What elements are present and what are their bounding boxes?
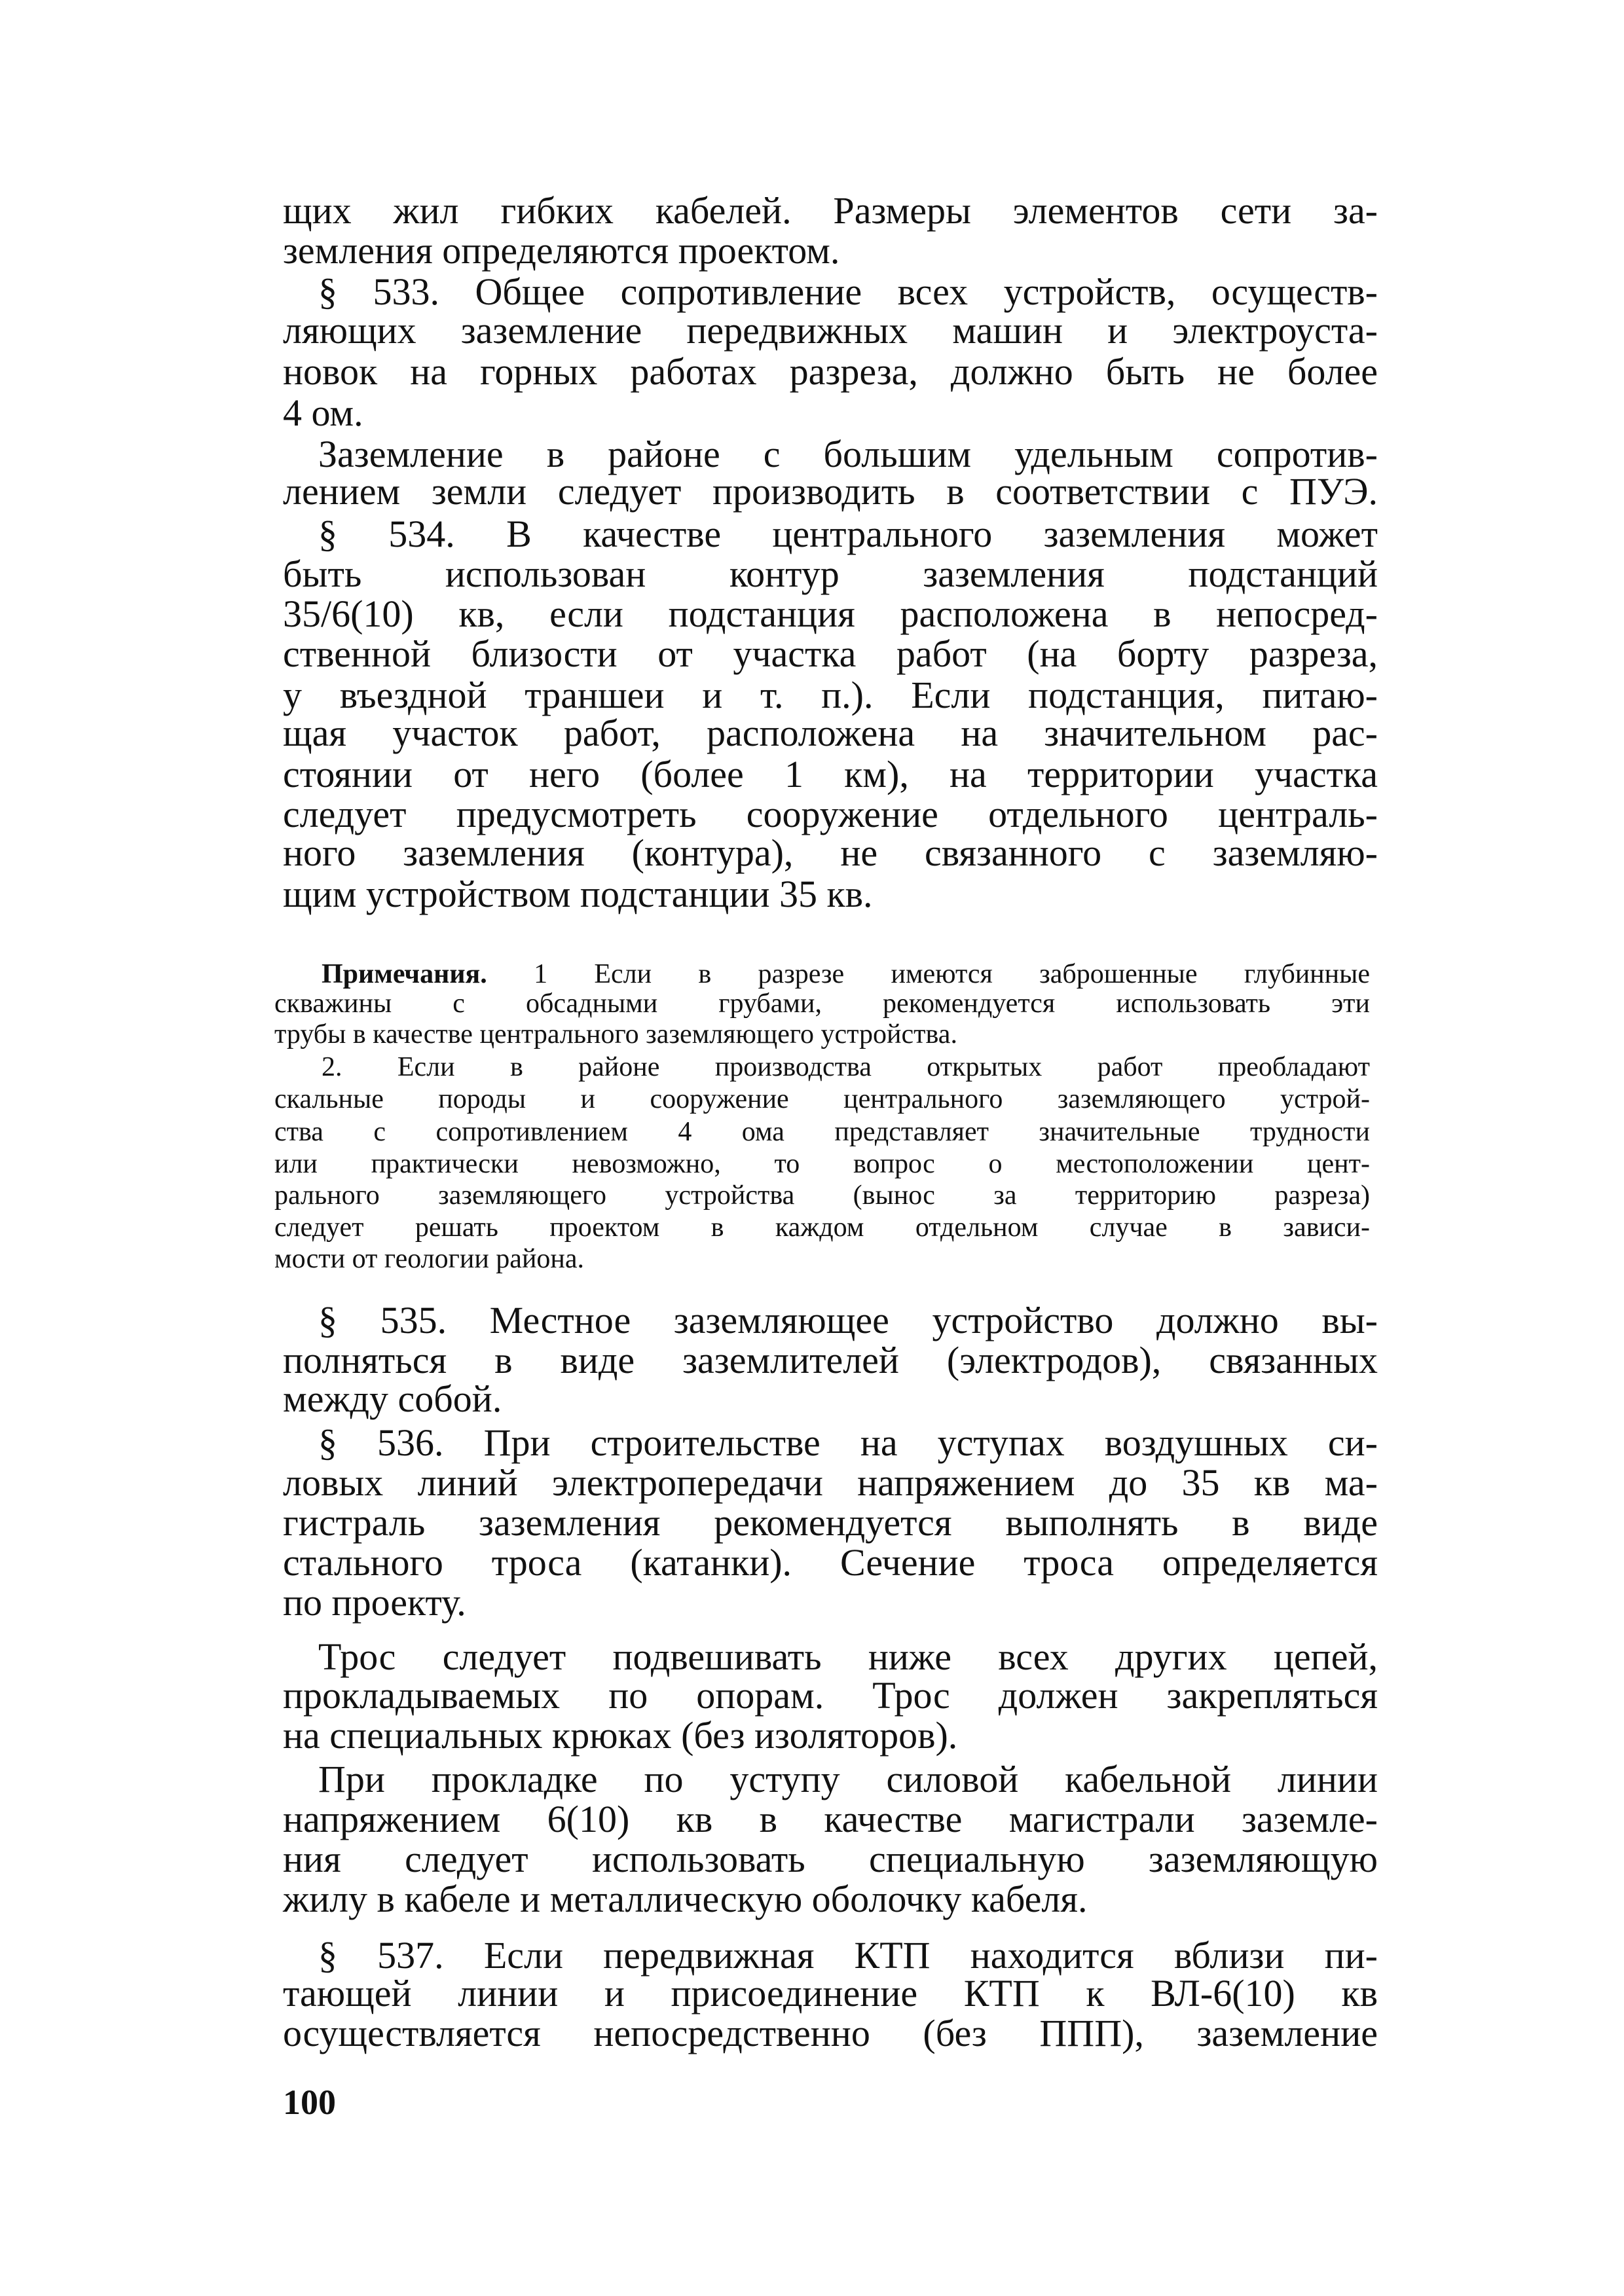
text-line: новок на горных работах разреза, должно быть не более <box>283 350 1378 393</box>
note-line: скальные породы и сооружение центрального заземляющего устрой- <box>274 1084 1370 1114</box>
text-line: ного заземления (контура), не связанного с заземляю- <box>283 831 1378 874</box>
note-line: ства с сопротивлением 4 ома представляет значительные трудности <box>274 1117 1370 1147</box>
notes-label: Примечания. <box>322 959 487 989</box>
text-line: по проекту. <box>283 1581 466 1624</box>
note-line: рального заземляющего устройства (вынос за территорию разреза) <box>274 1180 1370 1211</box>
text-line: При прокладке по уступу силовой кабельной линии <box>318 1758 1378 1800</box>
page-number: 100 <box>283 2083 336 2122</box>
section-536-heading: § 536. При строительстве на уступах воздушных си- <box>318 1421 1378 1464</box>
text-line: на специальных крюках (без изоляторов). <box>283 1714 958 1757</box>
text-line: жилу в кабеле и металлическую оболочку кабеля. <box>283 1878 1088 1920</box>
section-537-heading: § 537. Если передвижная КТП находится вблизи пи- <box>318 1934 1378 1977</box>
text-line: быть использован контур заземления подстанций <box>283 553 1378 595</box>
text-line: тающей линии и присоединение КТП к ВЛ-6(10) кв <box>283 1972 1378 2014</box>
text-line: стального троса (катанки). Сечение троса определяется <box>283 1541 1378 1584</box>
text-line: стоянии от него (более 1 км), на территории участка <box>283 753 1378 795</box>
text-line: щим устройством подстанции 35 кв. <box>283 873 873 915</box>
text-line: Трос следует подвешивать ниже всех других цепей, <box>318 1635 1378 1678</box>
text-line: ственной близости от участка работ (на борту разреза, <box>283 632 1378 675</box>
text-line: щая участок работ, расположена на значительном рас- <box>283 712 1378 754</box>
note-line: мости от геологии района. <box>274 1244 585 1274</box>
text-line: земления определяются проектом. <box>283 229 840 272</box>
note-line: следует решать проектом в каждом отдельном случае в зависи- <box>274 1212 1370 1243</box>
text-line: Заземление в районе с большим удельным сопротив- <box>318 433 1378 475</box>
text-line: следует предусмотреть сооружение отдельного централь- <box>283 793 1378 835</box>
text-line: полняться в виде заземлителей (электродов), связанных <box>283 1339 1378 1381</box>
text-line: напряжением 6(10) кв в качестве магистрали заземле- <box>283 1798 1378 1840</box>
section-535-heading: § 535. Местное заземляющее устройство должно вы- <box>318 1299 1378 1341</box>
note-line <box>322 958 1370 990</box>
section-533-heading: § 533. Общее сопротивление всех устройств, осуществ- <box>318 270 1378 313</box>
text-line: ловых линий электропередачи напряжением до 35 кв ма- <box>283 1461 1378 1504</box>
text-line: ляющих заземление передвижных машин и электроуста- <box>283 309 1378 352</box>
note-line: скважины с обсадными грубами, рекомендуется использовать эти <box>274 989 1370 1019</box>
text-line: лением земли следует производить в соответствии с ПУЭ. <box>283 470 1378 513</box>
note-text: 1 Если в разрезе имеются заброшенные глубинные <box>534 959 1370 989</box>
text-line: щих жил гибких кабелей. Размеры элементов сети за- <box>283 189 1378 232</box>
note-line: или практически невозможно, то вопрос о местоположении цент- <box>274 1149 1370 1179</box>
text-line: гистраль заземления рекомендуется выполнять в виде <box>283 1501 1378 1544</box>
text-line: у въездной траншеи и т. п.). Если подстанция, питаю- <box>283 674 1378 716</box>
note-line: трубы в качестве центрального заземляющего устройства. <box>274 1019 957 1049</box>
section-534-heading: § 534. В качестве центрального заземления может <box>318 513 1378 555</box>
note-line: 2. Если в районе производства открытых работ преобладают <box>322 1052 1370 1082</box>
text-line: прокладываемых по опорам. Трос должен закрепляться <box>283 1674 1378 1717</box>
text-line: 35/6(10) кв, если подстанция расположена в непосред- <box>283 592 1378 635</box>
text-line: осуществляется непосредственно (без ППП), заземление <box>283 2012 1378 2054</box>
text-line: ния следует использовать специальную заземляющую <box>283 1838 1378 1880</box>
text-line: между собой. <box>283 1377 502 1420</box>
text-line: 4 ом. <box>283 392 363 434</box>
